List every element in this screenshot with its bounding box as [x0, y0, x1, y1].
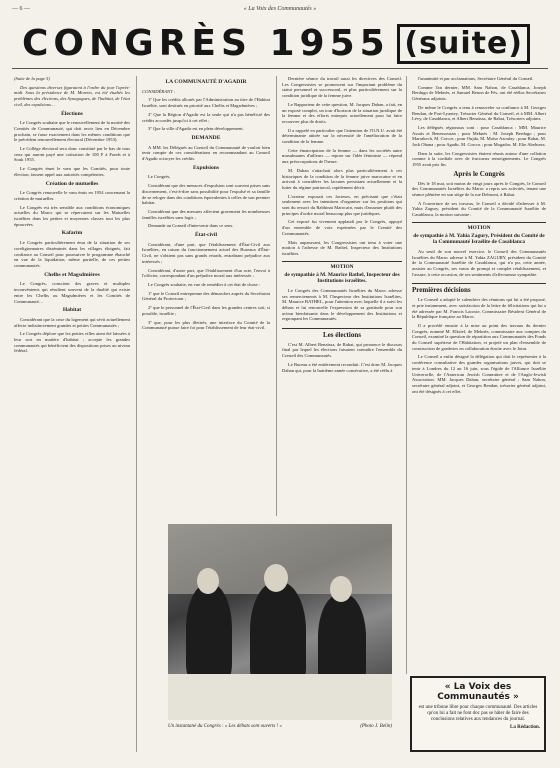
paragraph: Cet exposé fut vivement applaudi par le Congrès, appuyé d'un ensemble de voix exprimées par le Comité des Communautés.	[282, 219, 402, 236]
paragraph: Demande au Conseil d'intervenir dans ce sens.	[148, 223, 234, 229]
promo-box	[410, 676, 546, 752]
paragraph: Le Congrès déplore que les petites villes aient été laissées à leur sort en matière d'habitat ; accepte les grandes communautés qui bénéficient des dispositions prises au niveau fédéral.	[14, 331, 130, 354]
caption-text: Un instantané du Congrès : « Les débats sont ouverts ! »	[168, 724, 283, 729]
paragraph: M. Dahan s'attachait alors plus particulièrement à ces historiques de la condition de la femme juive marocaine et en arrivait à considérer les lacunes persistant actuellement et la lutter du régime patriarcal, rapidement décrit.	[282, 167, 402, 190]
section-heading: Habitat	[62, 307, 82, 314]
continued-note: (Suite de la page 5)	[14, 76, 50, 81]
motion-heading: MOTION	[330, 263, 354, 270]
paragraph: 1º que le Conseil entreprenne des démarches auprès du Secrétariat Général du Protectorat ;	[142, 290, 270, 302]
paragraph: Cette émancipation de la femme — dans les sociétés autre musulmanes d'ailleurs — repose sur l'idée féministe — répond aux préoccupations de l'heure.	[282, 147, 402, 165]
motion-subheading: de sympathie à M. Maurice Bathel, Inspecteur des Institutions israélites.	[284, 272, 400, 285]
paragraph: Dans la suite, les Congressistes étaient réunis autour d'une collation comme à la cordiale avec de fructueux renseignements. Le Congrès 1955 avait pris fin.	[412, 150, 546, 168]
paragraph: Il a procédé ensuite à la mise au point des travaux du dernier Congrès, nommé M. Elkrief, de Meknès, commissaire aux comptes du Conseil, examiné la question de répartition aux Communautés des Fonds du Conseil supérieur de l'Habitation, et projeté un plan d'ensemble de construction de garderies en collaboration étroite avec le Joint.	[412, 322, 546, 351]
paragraph: 2º que le personnel de l'État-Civil dans les grandes centres soit, si possible, israélite ;	[142, 305, 270, 316]
promo-body: est une tribune libre pour chaque communauté. Des articles qu'on lui a fait ne font doc pas se hâter de faire des conclusions relatives aux tendances du journal.	[418, 705, 538, 722]
section-heading: LA COMMUNAUTÉ D'AGADIR	[165, 79, 247, 85]
paragraph: Le Conseil a adopté le calendrier des réunions qui lui a été proposé, et prie instamment, avec satisfaction de la lettre de félicitations qui lui a été adressée par M. Francis Lacoste, Commissaire Résident Général de la République française au Maroc.	[412, 297, 546, 320]
paragraph: Considérant, d'autre part, que l'établissement d'un acte, l'envoi à l'officier, correspondant d'un préjudice moral aux intéressés ;	[142, 267, 270, 279]
section-heading: Chelhs et Magsdmières	[44, 271, 100, 278]
section-heading: État-civil	[194, 232, 218, 239]
paragraph: Le Congrès souhaite, en vue de remédier à cet état de chose :	[148, 281, 261, 287]
section-heading: Premières décisions	[412, 286, 471, 295]
paragraph: Considérant que des mesures affectent gravement les nombreuses familles israélites sans logis ;	[142, 208, 270, 220]
column-divider	[276, 76, 277, 516]
headline-suite: (suite)	[397, 24, 530, 64]
section-heading: Après le Congrès	[453, 169, 505, 178]
paragraph: Le Congrès, conscient des graves et multiples inconvénients qui résultent souvent de la dualité qui existe entre les Chelhs ou Magsdmières et les Comités de Communauté…	[14, 281, 130, 304]
headline-title: CONGRÈS 1955	[22, 23, 390, 64]
paragraph: Mais auparavant, les Congressistes ont tenu à voter une motion à l'adresse de M. Bathel, Inspecteur des Institutions israélites.	[282, 239, 402, 256]
column-3	[282, 76, 402, 518]
masthead-title: « La Voix des Communautés »	[243, 6, 317, 12]
paragraph: L'orateur exposait ces facteurs, en précisant que c'était seulement avec les intentions d'organiser sur les positions qui sont du ressort du Rabbinat Marocain, mais d'assumer plutôt des principes d'ordre moral beaucoup plus que juridiques.	[282, 193, 402, 216]
paragraph: Comme l'an dernier, MM. Sam Nahon, de Casablanca, Joseph Berdugo de Meknès, et Samuel Benon de Fès, ont été réélus Secrétaires Généraux adjoints.	[412, 84, 546, 102]
section-heading: DEMANDE	[191, 134, 221, 141]
photo-table	[168, 674, 392, 720]
column-divider	[136, 76, 137, 752]
section-heading: Les élections	[323, 331, 361, 340]
paragraph: 3º Que la ville d'Agadir est en plein développement.	[148, 126, 244, 132]
photo-face	[197, 568, 219, 594]
section-heading: Création de mutuelles	[45, 180, 99, 187]
paragraph: C'est M. Albert Benaïssa, de Rabat, qui prononce le discours final par lequel les élections faisaient connaître l'ensemble du Conseil des Communautés.	[282, 341, 402, 359]
paragraph: A l'ouverture de ses travaux, le Conseil a décidé d'adresser à M. Yahia Zagury, président du Comité de la Communauté Israélite de Casablanca, la motion suivante :	[412, 200, 546, 218]
section-heading: Élections	[61, 110, 83, 117]
paragraph: Les délégués régionaux sont : pour Casablanca : MM. Maurice Assaïs et Benessousan ; pour Meknès : M. Joseph Berdugo ; pour Marrakech, M. Corcos ; pour Oujda, M. Moïse Azoulay ; pour Rabat, M. Jack Obana ; pour Agadir, M. Corcos ; pour Mogador, M. Elie Abehsera.	[412, 124, 546, 148]
motion-subheading: de sympathie à M. Yahia Zagury, Président du Comité de la Communauté Israélite de Casablanca	[413, 233, 545, 246]
paragraph: Considérant, d'une part, que l'établissement d'État-Civil aux Israélites, en raison du fonctionnement actuel des Bureaux d'État-Civil, ne s'obtient pas sans grands retards, entraînant préjudice aux intéressés ;	[142, 241, 270, 264]
paragraph: 3º que, pour les plus illettrés, une interface du Comité de la Communauté puisse faire foi pour l'établissement de leur état-civil.	[142, 319, 270, 331]
congress-photo	[168, 524, 392, 720]
paragraph: Considérant que des menaces d'expulsion sont souvent prises sans discernement, c'est-à-dire sans possibilité pour l'expulsé et sa famille de se reloger dans des conditions équivalentes à celles de son premier habitat.	[142, 183, 270, 206]
column-divider	[406, 76, 407, 674]
paragraph: Le Congrès des Communautés Israélites du Maroc adresse ses remerciements à M. l'Inspecteur des Institutions Israélites, M. Maurice BATHEL, pour l'attention avec laquelle il a suivi les débats et lui renouvelle l'expression de sa gratitude pour son action bienfaisante dans le développement des Institutions et regroupant les Communautés.	[282, 287, 402, 322]
paragraph: Le Congrès renouvelle le vœu émis en 1954 concernant la création de mutuelles.	[14, 190, 130, 201]
motion-box-bathel	[282, 261, 402, 329]
paragraph: Considérant que la crise du logement qui sévit actuellement affecte indistinctement grandes et petites Communautés ;	[14, 316, 130, 328]
paragraph: l'unanimité et par acclamations, Secrétaire Général du Conseil.	[418, 76, 534, 81]
paragraph: Le Congrès émet le vœu que les Comités, pour toute élection, fassent appel aux autorités compétentes.	[14, 166, 130, 177]
paragraph: Le Congrès,	[148, 174, 171, 180]
paragraph: CONSIDÉRANT :	[142, 88, 176, 94]
paragraph: A MM. les Délégués au Conseil du Communauté de vouloir bien tenir compte de ces considérations en recommandant au Conseil d'Agadir octroyer les crédits.	[142, 144, 270, 162]
paragraph: 2º Que la Région d'Agadir est la seule qui n'a pas bénéficié des crédits accordés jusqu'ici à cet effet ;	[142, 111, 270, 123]
photo-figure	[186, 584, 232, 684]
column-1	[14, 76, 130, 752]
paragraph: Le Conseil a enfin désigné la délégation qui doit le représenter à la conférence consultative des grandes organisations juives, qui doit se tenir à Londres du 12 au 16 juin, sous l'égide de l'Alliance Israélite Universelle, de l'American Jewish Committee et de l'Anglo-Jewish Association. MM. Jacques Dahan, secrétaire général ; Sam Nahon, secrétaire général adjoint, et Georges Bendan, trésorier général adjoint, ont été désignés à cet effet.	[412, 354, 546, 394]
photo-caption	[168, 724, 392, 729]
paragraph: De même le Congrès a tenu à renouveler sa confiance à M. Georges Bendan, de Port-Lyautey, Trésorier Général du Conseil, et à MM. Albert Lévy, de Casablanca, et Albert Benaïssa, de Rabat, Trésoriers adjoints.	[412, 104, 546, 122]
promo-signature: La Rédaction.	[510, 725, 540, 730]
paragraph: Le Bureau a été entièrement reconduit. C'est donc M. Jacques Dahan qui, pour la huitième année consécutive, a été réélu à	[282, 361, 402, 373]
paragraph: Le Rapporteur de cette question, M. Jacques Dahan, a fait, en un exposé complet, un tour d'horizon de la situation juridique de la femme et des efforts entrepris actuellement pour lui faire recouvrer plus de droits.	[282, 101, 402, 124]
paragraph: Le Collège électoral sera donc constitué par le bas de tous ceux qui auront payé une cotisation de 100 F à Fonds et à Souk 1955.	[14, 146, 130, 163]
motion-heading: MOTION	[467, 224, 491, 231]
promo-title: « La Voix des Communautés »	[437, 682, 519, 702]
paragraph: Dès le 18 mai, soit moins de vingt jours après le Congrès, le Conseil des Communautés Israélites du Maroc a repris ses activités, tenant une séance plénière en son siège de la rue Delmont, à Rabat.	[412, 180, 546, 197]
paragraph: Le Congrès souhaite que le renouvellement de la moitié des Comités de Communauté, qui doit avoir lieu en Décembre prochain, se fasse exactement dans les mêmes conditions que le précédent renouvellement électoral (Décembre 1953).	[14, 120, 130, 143]
paragraph: Le Congrès particulièrement ému de la situation de ses coreligionnaires disséminés dans les villages éloignés, fait confiance au Conseil pour poursuivre le programme ébauché en vue de la liquidation, même partielle, de ces petites communautés.	[14, 240, 130, 268]
photo-face	[330, 576, 352, 602]
photo-credit: (Photo J. Belin)	[360, 724, 392, 729]
column-4	[412, 76, 546, 672]
motion-box-zagury	[412, 222, 546, 285]
column-2	[142, 76, 270, 514]
paragraph: Dernière séance du travail aussi les directives des Conseil. Les Congressistes se prononcent sur l'important problème du statut personnel et successoral, et plus particulièrement sur la condition juridique de la femme juive.	[282, 76, 402, 99]
photo-face	[264, 564, 288, 592]
header-rule	[12, 68, 548, 69]
headline-banner	[22, 24, 530, 64]
page-number: — 6 —	[12, 6, 30, 12]
paragraph: Il a rappelé en particulier que l'attention de l'O.N.U. avait été déterminante attirée sur la nécessité de l'amélioration de la condition de la femme.	[282, 127, 402, 145]
paragraph: Au seuil de son nouvel exercice, le Conseil des Communautés Israélites du Maroc adresse à M. Yahia ZAGURY, président du Comité de la Communauté Israélite de Casablanca, qui n'a pu, cette année, assister au Congrès, ses vœux de prompt et complet rétablissement, et l'assure, à cette occasion, de ses sentiments d'affectueuse sympathie.	[412, 248, 546, 277]
paragraph: 1º Que les crédits alloués par l'Administration au titre de l'Habitat Israélite, sont destinés en priorité aux Chelhs et Magsdmières ;	[142, 97, 270, 109]
section-heading: Expulsions	[192, 164, 220, 171]
running-header	[12, 6, 548, 16]
paragraph: Le Congrès est très sensible aux conditions économiques actuelles du Maroc qui se répercutent sur les Mutuelles israélites dans les petites et moyennes classes tout les plus éprouvées.	[14, 204, 130, 227]
intro-paragraph: Des questions diverses figuraient à l'ordre du jour l'après-midi. Sous la présidence de M. Moreno, est été étudiés les problèmes des élections, des Synagogues, de l'habitat, de l'état civil, des expulsions…	[14, 84, 130, 107]
section-heading: Kafarim	[61, 230, 83, 237]
